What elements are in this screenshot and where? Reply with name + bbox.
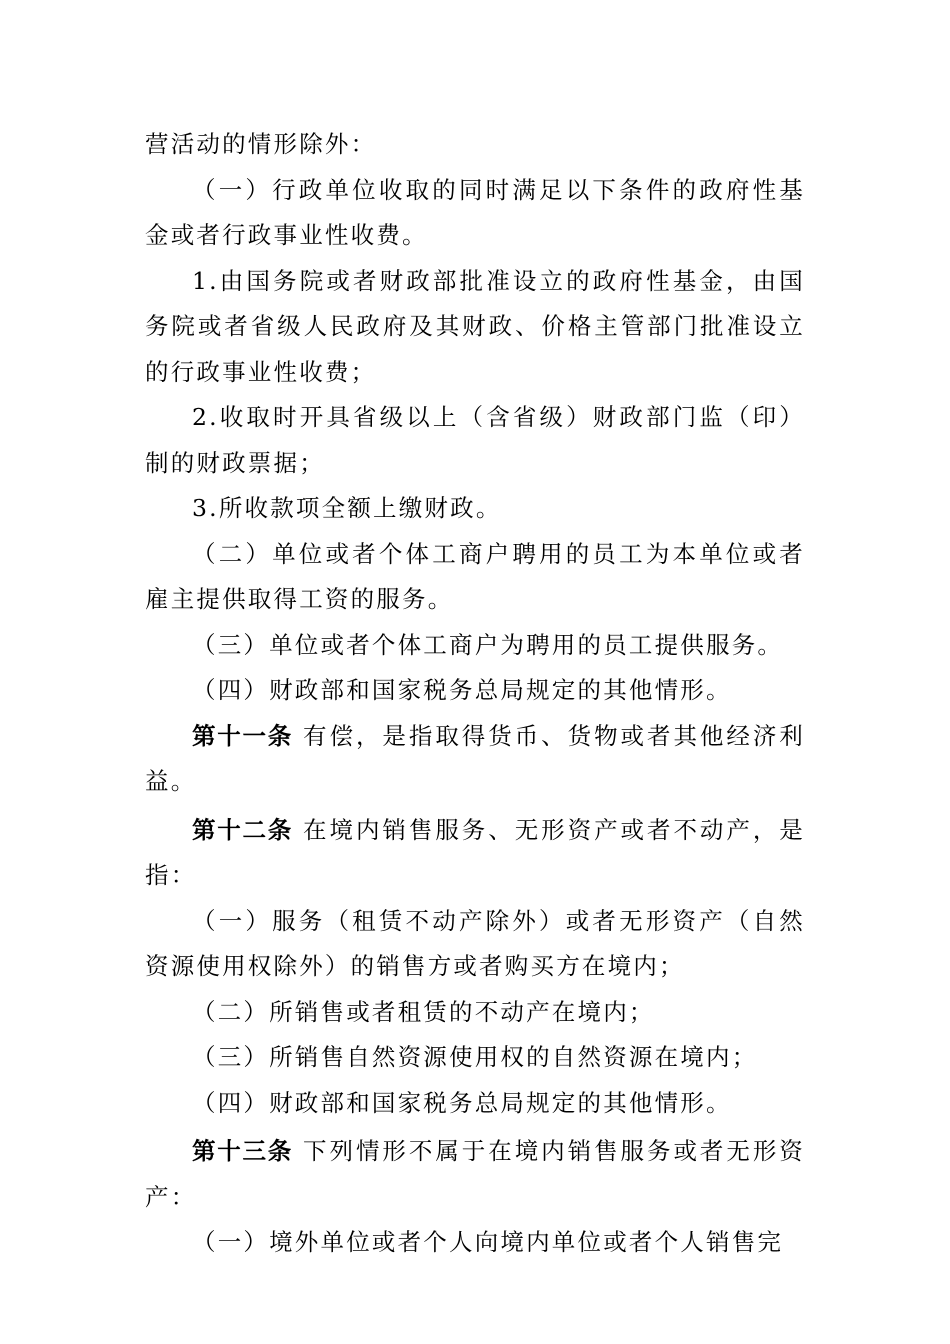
paragraph-6 (145, 623, 805, 669)
paragraph-text: 营活动的情形除外： (145, 130, 377, 158)
paragraph-text: （三）单位或者个体工商户为聘用的员工提供服务。 (192, 630, 784, 659)
paragraph-text: （四）财政部和国家税务总局规定的其他情形。 (192, 1088, 732, 1117)
paragraph-text: 下列情形不属于在境内销售服务或者无形资产： (145, 1137, 805, 1211)
paragraph-3 (145, 395, 805, 486)
paragraph-4 (145, 486, 805, 532)
paragraph-0 (145, 122, 805, 168)
paragraph-11 (145, 990, 805, 1036)
article-11 (145, 714, 805, 805)
paragraph-text: 在境内销售服务、无形资产或者不动产，是指： (145, 815, 805, 889)
paragraph-text: 1.由国务院或者财政部批准设立的政府性基金，由国务院或者省级人民政府及其财政、价格主管部门批准设立的行政事业性收费； (145, 266, 805, 386)
article-12 (145, 808, 805, 899)
paragraph-text: （二）所销售或者租赁的不动产在境内； (192, 997, 655, 1026)
article-13 (145, 1129, 805, 1220)
paragraph-5 (145, 532, 805, 623)
paragraph-text: （二）单位或者个体工商户聘用的员工为本单位或者雇主提供取得工资的服务。 (145, 539, 805, 613)
paragraph-text: （四）财政部和国家税务总局规定的其他情形。 (192, 676, 732, 704)
paragraph-15 (145, 1220, 805, 1266)
paragraph-text: （三）所销售自然资源使用权的自然资源在境内； (192, 1043, 758, 1071)
paragraph-text: 2.收取时开具省级以上（含省级）财政部门监（印）制的财政票据； (145, 403, 805, 477)
paragraph-13 (145, 1081, 805, 1127)
paragraph-text: 3.所收款项全额上缴财政。 (192, 494, 502, 522)
document-page (145, 122, 805, 1266)
paragraph-text: 有偿，是指取得货币、货物或者其他经济利益。 (145, 721, 805, 795)
paragraph-text: （一）服务（租赁不动产除外）或者无形资产（自然资源使用权除外）的销售方或者购买方在境内； (145, 906, 805, 980)
paragraph-7 (145, 668, 805, 714)
paragraph-text: （一）境外单位或者个人向境内单位或者个人销售完 (192, 1228, 784, 1256)
paragraph-12 (145, 1035, 805, 1081)
paragraph-10 (145, 899, 805, 990)
paragraph-text: （一）行政单位收取的同时满足以下条件的政府性基金或者行政事业性收费。 (145, 175, 805, 249)
paragraph-2 (145, 259, 805, 396)
paragraph-1 (145, 168, 805, 259)
article-heading: 第十二条 (192, 815, 294, 844)
article-heading: 第十一条 (192, 721, 294, 750)
article-heading: 第十三条 (192, 1137, 294, 1165)
